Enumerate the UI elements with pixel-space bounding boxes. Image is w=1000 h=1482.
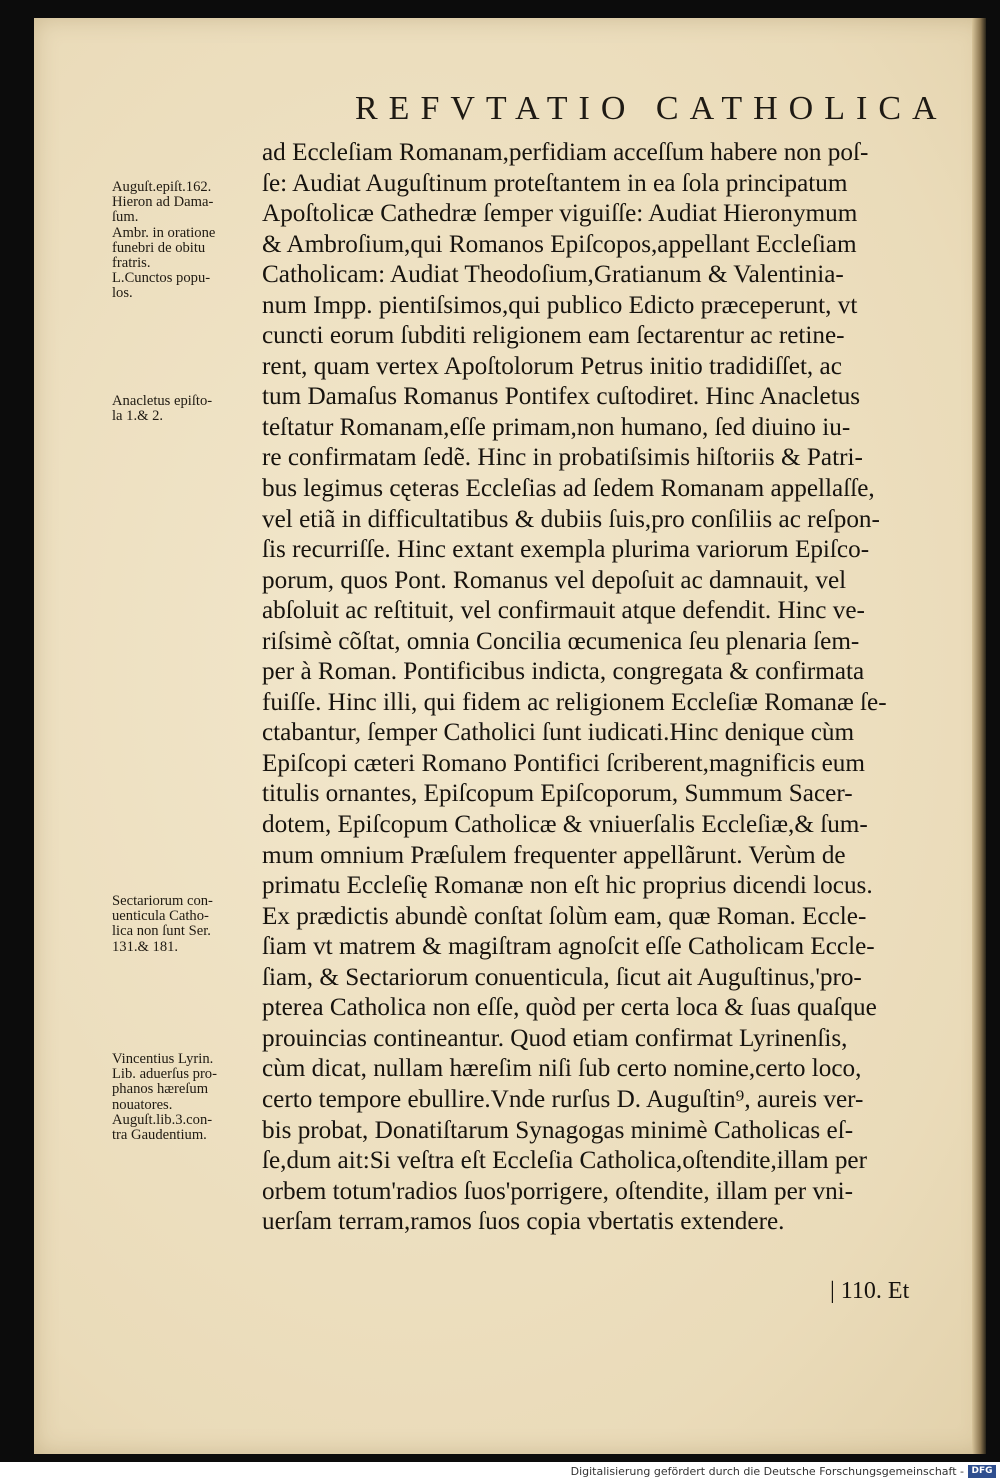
margin-note (112, 180, 272, 302)
text-line: certo tempore ebullire.Vnde rurſus D. Auguſtin⁹, aureis ver- (262, 1085, 864, 1113)
text-line: ſiam vt matrem & magiſtram agnoſcit eſſe Catholicam Eccle- (262, 933, 875, 961)
text-line: bis probat, Donatiſtarum Synagogas minimè Catholicas eſ- (262, 1116, 854, 1144)
text-line: cùm dicat, nullam hæreſim niſi ſub certo nomine,certo loco, (262, 1055, 862, 1083)
catchword: | 110. Et (830, 1278, 910, 1304)
margin-note-line: L.Cunctos popu- (112, 270, 211, 287)
text-line: titulis ornantes, Epiſcopum Epiſcoporum, Summum Sacer- (262, 780, 853, 808)
text-line: fuiſſe. Hinc illi, qui fidem ac religionem Eccleſiæ Romanæ ſe- (262, 688, 887, 716)
text-line: Apoſtolicæ Cathedræ ſemper viguiſſe: Audiat Hieronymum (262, 200, 858, 228)
margin-note (112, 394, 272, 424)
running-head: REFVTATIO CATHOLICA (355, 90, 948, 127)
margin-note-line: tra Gaudentium. (112, 1127, 207, 1144)
margin-note-line: uenticula Catho- (112, 908, 209, 925)
margin-note-line: Lib. aduerſus pro- (112, 1066, 217, 1083)
text-line: porum, quos Pont. Romanus vel depoſuit ac damnauit, vel (262, 566, 847, 594)
page-edge (972, 18, 986, 1454)
margin-note-line: Anacletus epiſto- (112, 393, 213, 409)
margin-note-line: Auguſt.lib.3.con- (112, 1111, 213, 1128)
text-line: abſoluit ac reſtituit, vel confirmauit atque defendit. Hinc ve- (262, 597, 865, 625)
text-line: ſis recurriſſe. Hinc extant exempla plurima variorum Epiſco- (262, 536, 870, 564)
text-line: mum omnium Præſulem frequenter appellãrunt. Verùm de (262, 841, 846, 869)
text-line: tum Damaſus Romanus Pontifex cuſtodiret. Hinc Anacletus (262, 383, 861, 411)
margin-note-line: la 1.& 2. (112, 408, 164, 425)
margin-note-line: los. (112, 285, 133, 302)
text-line: cuncti eorum ſubditi religionem eam ſectarentur ac retine- (262, 322, 845, 350)
text-line: Epiſcopi cæteri Romano Pontifici ſcriberent,magnificis eum (262, 749, 865, 777)
text-line: riſsimè cõſtat, omnia Concilia œcumenica ſeu plenaria ſem- (262, 627, 860, 655)
text-line: pterea Catholica non eſſe, quòd per certa loca & ſuas quaſque (262, 994, 877, 1022)
text-line: orbem totum'radios ſuos'porrigere, oſtendite, illam per vni- (262, 1177, 854, 1205)
margin-note-line: nouatores. (112, 1096, 173, 1113)
text-line: primatu Eccleſię Romanæ non eſt hic proprius dicendi locus. (262, 872, 873, 900)
text-line: & Ambroſium,qui Romanos Epiſcopos,appellant Eccleſiam (262, 230, 857, 258)
footer-credit: Digitalisierung gefördert durch die Deutsche Forschungsgemeinschaft - (570, 1465, 964, 1478)
text-line: re confirmatam ſedẽ. Hinc in probatiſsimis hiſtoriis & Patri- (262, 444, 863, 472)
text-line: ſiam, & Sectariorum conuenticula, ſicut ait Auguſtinus,'pro- (262, 963, 862, 991)
margin-note-line: Sectariorum con- (112, 893, 213, 909)
text-line: Catholicam: Audiat Theodoſium,Gratianum & Valentinia- (262, 261, 844, 289)
text-line: num Impp. pientiſsimos,qui publico Edicto præceperunt, vt (262, 291, 858, 319)
text-line: teſtatur Romanam,eſſe primam,non humano, ſed diuino iu- (262, 413, 851, 441)
digitization-footer (0, 1462, 1000, 1482)
margin-note-line: funebri de obitu (112, 239, 206, 256)
margin-note-line: Ambr. in oratione (112, 224, 216, 241)
text-line: per à Roman. Pontificibus indicta, congregata & confirmata (262, 658, 865, 686)
margin-note-line: Hieron ad Dama- (112, 194, 214, 211)
text-line: prouincias contineantur. Quod etiam confirmat Lyrinenſis, (262, 1024, 848, 1052)
dfg-logo-icon: DFG (968, 1465, 996, 1478)
margin-note-line: Auguſt.epiſt.162. (112, 179, 212, 195)
margin-note-line: 131.& 181. (112, 938, 179, 955)
text-line: bus legimus cęteras Eccleſias ad ſedem Romanam appellaſſe, (262, 475, 875, 503)
margin-note (112, 1052, 272, 1143)
margin-note-line: fratris. (112, 255, 151, 272)
text-line: uerſam terram,ramos ſuos copia vbertatis extendere. (262, 1208, 785, 1236)
margin-note-line: phanos hæreſum (112, 1081, 209, 1098)
margin-note-line: ſum. (112, 209, 139, 226)
text-line: dotem, Epiſcopum Catholicæ & vniuerſalis Eccleſiæ,& ſum- (262, 811, 868, 839)
text-line: ſe,dum ait:Si veſtra eſt Eccleſia Catholica,oſtendite,illam per (262, 1147, 867, 1175)
text-line: ſe: Audiat Auguſtinum proteſtantem in ea ſola principatum (262, 169, 848, 197)
text-line: rent, quam vertex Apoſtolorum Petrus initio tradidiſſet, ac (262, 352, 842, 380)
text-line: vel etiã in difficultatibus & dubiis ſuis,pro conſiliis ac reſpon- (262, 505, 880, 533)
main-text-block (262, 138, 968, 1238)
margin-note-line: Vincentius Lyrin. (112, 1051, 214, 1067)
text-line: Ex prædictis abundè conſtat ſolùm eam, quæ Roman. Eccle- (262, 902, 867, 930)
text-line: ctabantur, ſemper Catholici ſunt iudicati.Hinc denique cùm (262, 719, 855, 747)
margin-note (112, 894, 272, 955)
margin-note-line: lica non ſunt Ser. (112, 923, 211, 940)
text-line: ad Eccleſiam Romanam,perfidiam acceſſum habere non poſ- (262, 139, 869, 166)
